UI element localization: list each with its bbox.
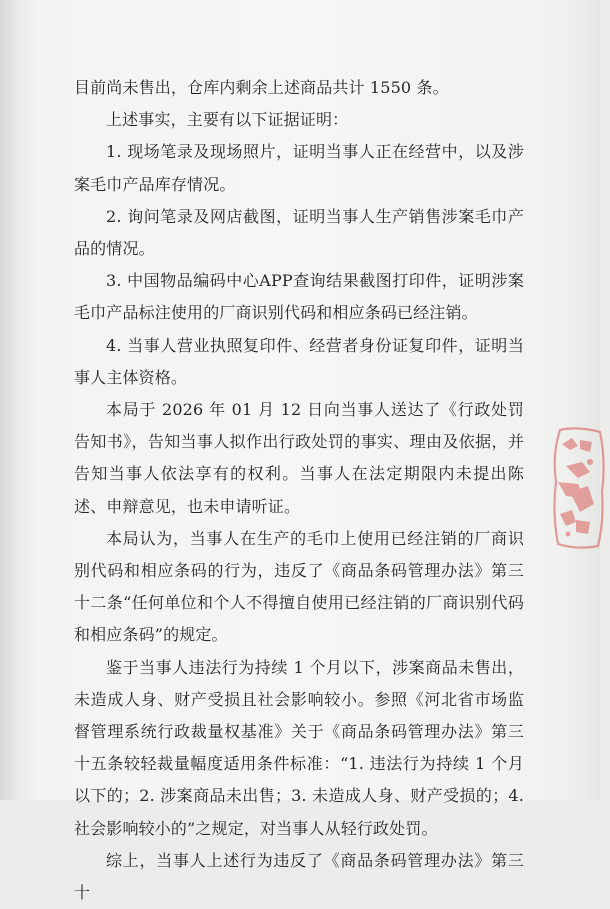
paragraph-leniency: 鉴于当事人违法行为持续 1 个月以下，涉案商品未售出，未造成人身、财产受损且社会影响较小。参照《河北省市场监督管理系统行政裁量权基准》关于《商品条码管理办法》第三十五条较轻裁量幅度适用条件标准：“1. 违法行为持续 1 个月以下的；2. 涉案商品未出售；3. 未造成人身、财产受损的；4. 社会影响较小的”之规定，对当事人从轻行政处罚。 bbox=[74, 657, 524, 838]
paragraph-evidence-1: 1. 现场笔录及现场照片，证明当事人正在经营中，以及涉案毛巾产品库存情况。 bbox=[74, 142, 524, 194]
paragraph-evidence-intro: 上述事实，主要有以下证据证明： bbox=[106, 110, 349, 130]
paragraph-evidence-4: 4. 当事人营业执照复印件、经营者身份证复印件，证明当事人主体资格。 bbox=[74, 335, 524, 387]
paragraph-notice: 本局于 2026 年 01 月 12 日向当事人送达了《行政处罚告知书》，告知当事人拟作出行政处罚的事实、理由及依据，并告知当事人依法享有的权利。当事人在法定期限内未提出陈述、申辩意见，也未申请听证。 bbox=[74, 400, 524, 516]
paragraph-evidence-2: 2. 询问笔录及网店截图，证明当事人生产销售涉案毛巾产品的情况。 bbox=[74, 206, 524, 259]
official-seal-stamp bbox=[540, 422, 610, 552]
paragraph-evidence-3: 3. 中国物品编码中心APP查询结果截图打印件，证明涉案毛巾产品标注使用的厂商识别代码和相应条码已经注销。 bbox=[74, 271, 524, 323]
page-shadow bbox=[0, 0, 18, 800]
document-body bbox=[74, 72, 524, 909]
paragraph-continuation: 目前尚未售出，仓库内剩余上述商品共计 1550 条。 bbox=[74, 78, 449, 97]
paragraph-conclusion: 综上，当事人上述行为违反了《商品条码管理办法》第三十 bbox=[74, 850, 524, 903]
paragraph-finding: 本局认为，当事人在生产的毛巾上使用已经注销的厂商识别代码和相应条码的行为，违反了《商品条码管理办法》第三十二条“任何单位和个人不得擅自使用已经注销的厂商识别代码和相应条码”的规定。 bbox=[74, 528, 524, 645]
